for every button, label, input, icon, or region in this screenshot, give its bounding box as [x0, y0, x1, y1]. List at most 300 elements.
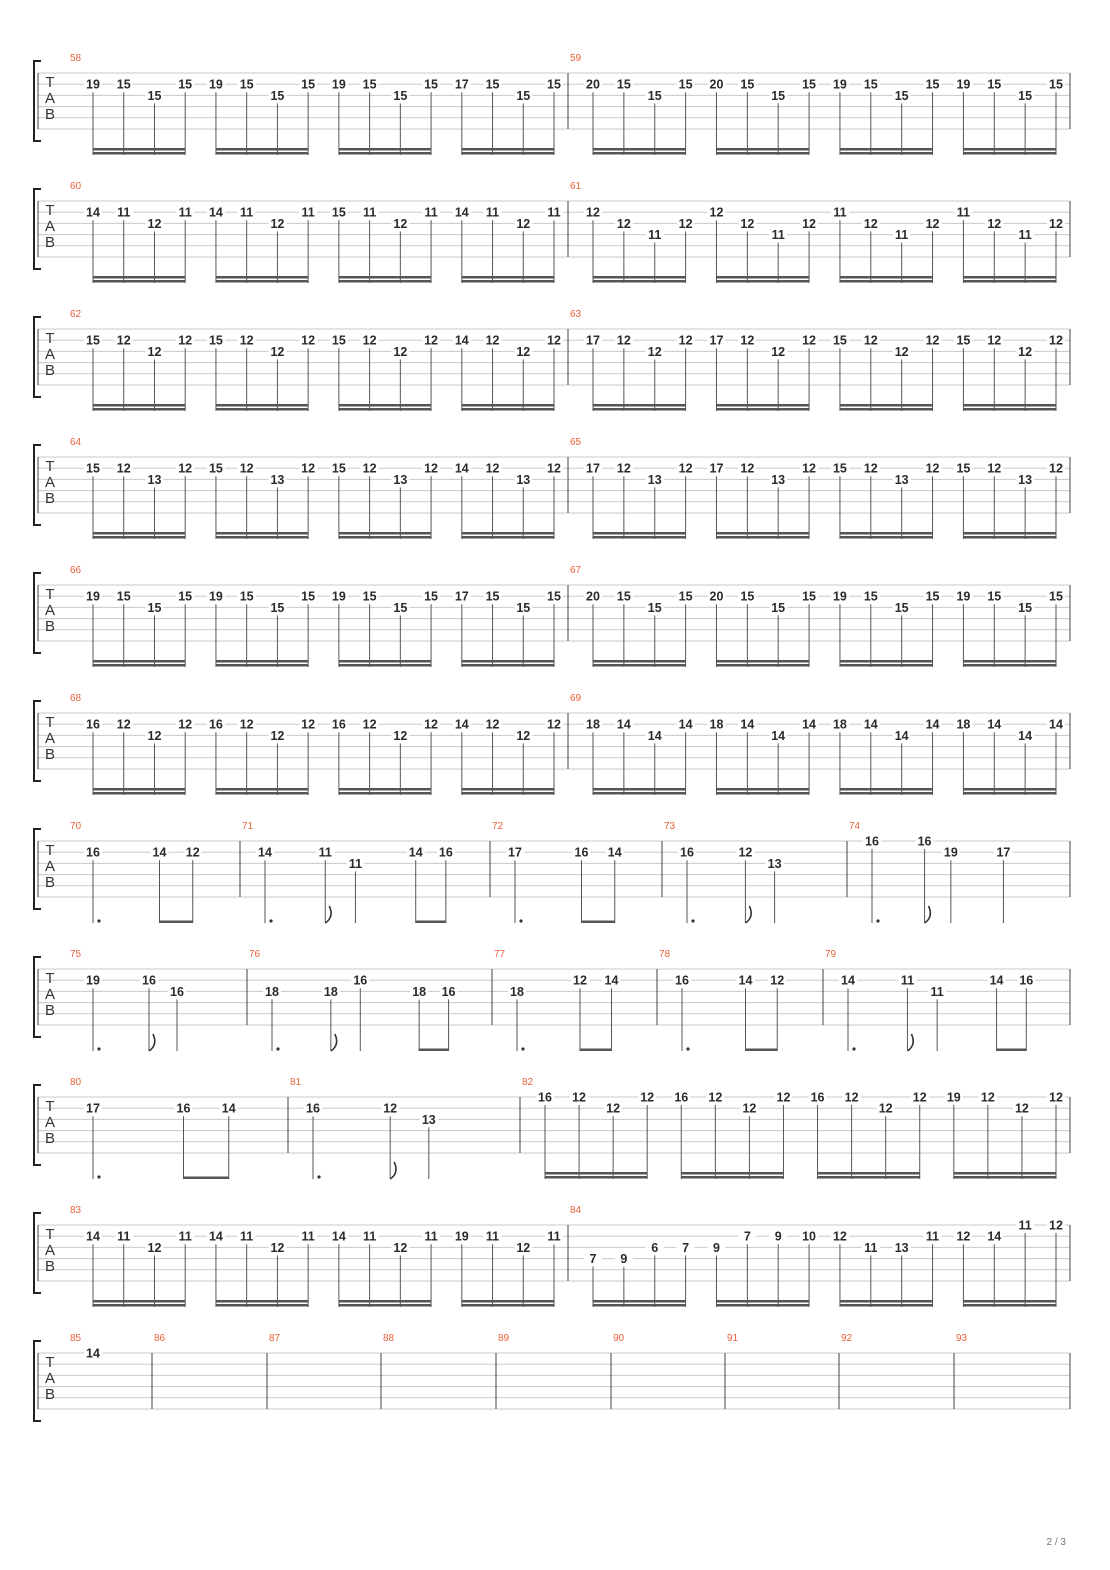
fret-number: 19 — [208, 589, 223, 604]
augmentation-dot — [519, 919, 522, 922]
measure-number: 75 — [70, 949, 82, 960]
fret-number: 15 — [956, 333, 971, 348]
eighth-flag — [745, 906, 751, 923]
beam — [840, 276, 933, 279]
beam — [93, 664, 185, 667]
fret-number: 16 — [441, 984, 456, 999]
fret-number: 19 — [331, 77, 346, 92]
tab-clef-letter: A — [44, 986, 56, 1003]
measure-number: 82 — [522, 1077, 534, 1088]
beam — [593, 152, 686, 155]
fret-number: 12 — [301, 333, 316, 348]
fret-number: 12 — [802, 461, 817, 476]
fret-number: 19 — [832, 589, 847, 604]
fret-number: 12 — [956, 1229, 971, 1244]
fret-number: 19 — [454, 1229, 469, 1244]
fret-number: 12 — [776, 1090, 791, 1105]
beam — [582, 921, 615, 924]
fret-number: 18 — [323, 984, 338, 999]
fret-number: 15 — [116, 589, 131, 604]
fret-number: 12 — [516, 1240, 531, 1255]
fret-number: 12 — [485, 717, 500, 732]
beam — [840, 1304, 933, 1307]
tab-clef-letter: A — [44, 474, 56, 491]
beam — [462, 788, 554, 791]
beam — [93, 152, 185, 155]
tab-clef-letter: T — [45, 1354, 55, 1371]
fret-number: 13 — [767, 856, 782, 871]
measure — [494, 949, 657, 1051]
beam — [593, 276, 686, 279]
beam — [593, 408, 686, 411]
measure — [492, 821, 662, 923]
fret-number: 12 — [616, 461, 631, 476]
fret-number: 15 — [516, 600, 531, 615]
fret-number: 11 — [925, 1229, 940, 1244]
fret-number: 12 — [616, 333, 631, 348]
beam — [462, 148, 554, 151]
tab-clef-letter: A — [44, 602, 56, 619]
fret-number: 15 — [424, 589, 439, 604]
beam — [963, 536, 1056, 539]
fret-number: 13 — [894, 1240, 909, 1255]
beam — [545, 1176, 647, 1179]
fret-number: 15 — [802, 77, 817, 92]
beam — [462, 1300, 554, 1303]
fret-number: 15 — [178, 77, 193, 92]
measure — [70, 821, 240, 923]
fret-number: 16 — [680, 845, 694, 860]
fret-number: 12 — [863, 216, 878, 231]
fret-number: 11 — [1018, 228, 1032, 243]
beam — [419, 1049, 448, 1052]
fret-number: 19 — [956, 589, 971, 604]
fret-number: 14 — [863, 717, 878, 732]
fret-number: 14 — [208, 205, 223, 220]
measure — [570, 565, 1070, 667]
beam — [216, 788, 308, 791]
fret-number: 15 — [147, 600, 162, 615]
beam — [840, 664, 933, 667]
fret-number: 15 — [208, 461, 223, 476]
augmentation-dot — [317, 1175, 320, 1178]
fret-number: 12 — [116, 717, 131, 732]
fret-number: 11 — [301, 1229, 315, 1244]
fret-number: 12 — [516, 216, 531, 231]
fret-number: 14 — [989, 973, 1004, 988]
measure — [70, 1077, 288, 1179]
augmentation-dot — [97, 919, 100, 922]
beam — [818, 1176, 920, 1179]
fret-number: 11 — [178, 205, 192, 220]
fret-number: 15 — [832, 333, 847, 348]
measure-number: 88 — [383, 1333, 395, 1344]
beam — [840, 660, 933, 663]
fret-number: 12 — [925, 333, 940, 348]
fret-number: 20 — [586, 77, 600, 92]
fret-number: 12 — [239, 461, 254, 476]
fret-number: 16 — [86, 717, 100, 732]
measure — [659, 949, 823, 1051]
beam — [462, 660, 554, 663]
eighth-flag — [149, 1034, 155, 1051]
measure — [249, 949, 492, 1051]
beam — [216, 404, 308, 407]
fret-number: 15 — [987, 77, 1002, 92]
fret-number: 14 — [86, 1346, 100, 1361]
fret-number: 11 — [485, 1229, 500, 1244]
fret-number: 17 — [709, 333, 724, 348]
beam — [339, 792, 431, 795]
eighth-flag — [390, 1162, 396, 1179]
beam — [216, 532, 308, 535]
fret-number: 12 — [393, 344, 408, 359]
beam — [339, 408, 431, 411]
fret-number: 9 — [774, 1229, 782, 1244]
measure — [522, 1077, 1070, 1179]
fret-number: 16 — [538, 1090, 552, 1105]
fret-number: 15 — [362, 77, 377, 92]
fret-number: 12 — [708, 1090, 723, 1105]
tab-clef-letter: B — [44, 490, 56, 507]
beam — [716, 152, 809, 155]
fret-number: 12 — [116, 461, 131, 476]
beam — [545, 1172, 647, 1175]
fret-number: 14 — [925, 717, 940, 732]
fret-number: 12 — [771, 344, 786, 359]
measure — [70, 53, 568, 155]
fret-number: 12 — [894, 344, 909, 359]
fret-number: 12 — [1049, 216, 1063, 231]
fret-number: 12 — [770, 973, 785, 988]
beam — [93, 660, 185, 663]
fret-number: 15 — [485, 77, 500, 92]
fret-number: 11 — [648, 228, 662, 243]
fret-number: 15 — [516, 88, 531, 103]
augmentation-dot — [691, 919, 694, 922]
beam — [462, 276, 554, 279]
fret-number: 19 — [943, 845, 958, 860]
tab-system — [34, 1077, 1070, 1179]
beam — [462, 152, 554, 155]
beam — [716, 660, 809, 663]
fret-number: 14 — [86, 205, 100, 220]
beam — [963, 792, 1056, 795]
fret-number: 12 — [547, 333, 561, 348]
fret-number: 12 — [1049, 461, 1063, 476]
beam — [216, 536, 308, 539]
beam — [963, 664, 1056, 667]
measure-number: 90 — [613, 1333, 625, 1344]
fret-number: 12 — [393, 1240, 408, 1255]
beam — [339, 1300, 431, 1303]
beam — [716, 280, 809, 283]
beam — [593, 536, 686, 539]
fret-number: 14 — [454, 717, 469, 732]
beam — [963, 788, 1056, 791]
beam — [840, 536, 933, 539]
measure — [570, 437, 1070, 539]
beam — [963, 148, 1056, 151]
tab-clef-letter: T — [45, 1226, 55, 1243]
fret-number: 12 — [573, 973, 587, 988]
augmentation-dot — [97, 1175, 100, 1178]
beam — [93, 408, 185, 411]
beam — [840, 1300, 933, 1303]
page-number: 2 / 3 — [1046, 1537, 1066, 1548]
measure-number: 85 — [70, 1333, 82, 1344]
tab-system — [34, 565, 1070, 667]
fret-number: 11 — [485, 205, 500, 220]
fret-number: 15 — [116, 77, 131, 92]
beam — [593, 1300, 686, 1303]
measure-number: 89 — [498, 1333, 510, 1344]
tab-clef-letter: B — [44, 874, 56, 891]
fret-number: 11 — [930, 984, 944, 999]
fret-number: 19 — [331, 589, 346, 604]
fret-number: 14 — [647, 728, 662, 743]
beam — [580, 1049, 612, 1052]
beam — [840, 532, 933, 535]
fret-number: 12 — [147, 216, 162, 231]
beam — [462, 404, 554, 407]
beam — [593, 280, 686, 283]
measure-number: 79 — [825, 949, 837, 960]
measure-number: 65 — [570, 437, 582, 448]
beam — [216, 664, 308, 667]
measure-number: 84 — [570, 1205, 582, 1216]
beam — [746, 1049, 778, 1052]
beam — [216, 276, 308, 279]
beam — [716, 148, 809, 151]
fret-number: 19 — [208, 77, 223, 92]
fret-number: 12 — [802, 216, 817, 231]
fret-number: 15 — [208, 333, 223, 348]
beam — [954, 1176, 1056, 1179]
fret-number: 15 — [1018, 600, 1033, 615]
fret-number: 15 — [894, 600, 909, 615]
fret-number: 17 — [508, 845, 522, 860]
fret-number: 11 — [362, 1229, 377, 1244]
fret-number: 11 — [864, 1240, 878, 1255]
fret-number: 15 — [270, 88, 285, 103]
fret-number: 16 — [170, 984, 184, 999]
beam — [840, 408, 933, 411]
fret-number: 19 — [86, 589, 100, 604]
beam — [963, 532, 1056, 535]
tab-clef-letter: A — [44, 346, 56, 363]
fret-number: 17 — [454, 77, 469, 92]
beam — [339, 664, 431, 667]
fret-number: 12 — [239, 717, 254, 732]
fret-number: 19 — [946, 1090, 961, 1105]
beam — [216, 152, 308, 155]
fret-number: 12 — [516, 344, 531, 359]
beam — [593, 1304, 686, 1307]
fret-number: 18 — [832, 717, 847, 732]
fret-number: 7 — [743, 1229, 751, 1244]
beam — [963, 1304, 1056, 1307]
measure-number: 61 — [570, 181, 582, 192]
fret-number: 15 — [863, 589, 878, 604]
beam — [339, 280, 431, 283]
beam — [216, 792, 308, 795]
measure-number: 80 — [70, 1077, 82, 1088]
tab-clef-letter: A — [44, 218, 56, 235]
eighth-flag — [907, 1034, 913, 1051]
beam — [840, 152, 933, 155]
fret-number: 13 — [771, 472, 786, 487]
beam — [339, 148, 431, 151]
measure — [242, 821, 490, 923]
beam — [716, 536, 809, 539]
fret-number: 11 — [301, 205, 315, 220]
fret-number: 15 — [331, 333, 346, 348]
fret-number: 11 — [318, 845, 332, 860]
fret-number: 15 — [301, 589, 316, 604]
fret-number: 15 — [239, 589, 254, 604]
fret-number: 14 — [841, 973, 855, 988]
fret-number: 12 — [863, 461, 878, 476]
fret-number: 12 — [987, 333, 1002, 348]
beam — [93, 532, 185, 535]
tab-clef-letter: A — [44, 1370, 56, 1387]
tab-clef-letter: T — [45, 1098, 55, 1115]
measure — [570, 693, 1070, 795]
fret-number: 15 — [301, 77, 316, 92]
fret-number: 14 — [678, 717, 693, 732]
fret-number: 14 — [1049, 717, 1063, 732]
fret-number: 12 — [1049, 1218, 1063, 1233]
tab-clef-letter: B — [44, 1002, 56, 1019]
fret-number: 17 — [86, 1101, 100, 1116]
fret-number: 12 — [863, 333, 878, 348]
measure-number: 71 — [242, 821, 254, 832]
beam — [716, 408, 809, 411]
fret-number: 12 — [878, 1101, 893, 1116]
fret-number: 15 — [740, 589, 755, 604]
fret-number: 15 — [1049, 589, 1063, 604]
beam — [716, 532, 809, 535]
fret-number: 17 — [586, 333, 600, 348]
beam — [954, 1172, 1056, 1175]
fret-number: 14 — [987, 717, 1002, 732]
tab-clef-letter: A — [44, 1242, 56, 1259]
beam — [593, 148, 686, 151]
fret-number: 16 — [810, 1090, 825, 1105]
measure-number: 67 — [570, 565, 582, 576]
tab-clef-letter: T — [45, 842, 55, 859]
fret-number: 15 — [740, 77, 755, 92]
fret-number: 13 — [894, 472, 909, 487]
fret-number: 15 — [424, 77, 439, 92]
fret-number: 12 — [678, 333, 693, 348]
beam — [963, 280, 1056, 283]
fret-number: 16 — [142, 973, 156, 988]
tab-system — [34, 693, 1070, 795]
beam — [93, 280, 185, 283]
fret-number: 15 — [678, 77, 693, 92]
beam — [840, 404, 933, 407]
fret-number: 12 — [424, 333, 439, 348]
measure-number: 63 — [570, 309, 582, 320]
fret-number: 12 — [547, 717, 561, 732]
fret-number: 12 — [270, 344, 285, 359]
fret-number: 14 — [152, 845, 167, 860]
fret-number: 12 — [301, 461, 316, 476]
beam — [93, 148, 185, 151]
fret-number: 13 — [516, 472, 531, 487]
measure — [70, 1205, 568, 1307]
measure-number: 58 — [70, 53, 82, 64]
fret-number: 13 — [421, 1112, 436, 1127]
fret-number: 15 — [547, 77, 561, 92]
fret-number: 12 — [586, 205, 600, 220]
augmentation-dot — [852, 1047, 855, 1050]
fret-number: 14 — [771, 728, 786, 743]
fret-number: 16 — [865, 834, 879, 849]
fret-number: 15 — [863, 77, 878, 92]
fret-number: 12 — [178, 333, 193, 348]
tab-system — [34, 309, 1070, 411]
measure-number: 92 — [841, 1333, 853, 1344]
fret-number: 11 — [895, 228, 909, 243]
fret-number: 15 — [832, 461, 847, 476]
fret-number: 16 — [306, 1101, 320, 1116]
fret-number: 14 — [86, 1229, 100, 1244]
fret-number: 12 — [1049, 333, 1063, 348]
fret-number: 14 — [454, 333, 469, 348]
fret-number: 12 — [740, 461, 755, 476]
fret-number: 14 — [740, 717, 755, 732]
fret-number: 12 — [912, 1090, 927, 1105]
measure-number: 91 — [727, 1333, 739, 1344]
measure-number: 76 — [249, 949, 261, 960]
fret-number: 16 — [917, 834, 932, 849]
beam — [963, 408, 1056, 411]
fret-number: 11 — [117, 1229, 131, 1244]
fret-number: 12 — [802, 333, 817, 348]
tab-clef-letter: B — [44, 362, 56, 379]
fret-number: 12 — [362, 333, 377, 348]
fret-number: 14 — [454, 461, 469, 476]
fret-number: 12 — [485, 333, 500, 348]
augmentation-dot — [97, 1047, 100, 1050]
beam — [840, 280, 933, 283]
fret-number: 20 — [586, 589, 600, 604]
fret-number: 12 — [393, 728, 408, 743]
measure-number: 68 — [70, 693, 82, 704]
measure-number: 62 — [70, 309, 82, 320]
measure-number: 78 — [659, 949, 671, 960]
tab-clef-letter: B — [44, 618, 56, 635]
beam — [339, 532, 431, 535]
beam — [716, 404, 809, 407]
fret-number: 16 — [438, 845, 453, 860]
fret-number: 15 — [647, 88, 662, 103]
fret-number: 11 — [362, 205, 377, 220]
tab-clef-letter: T — [45, 586, 55, 603]
tab-clef-letter: A — [44, 1114, 56, 1131]
beam — [216, 1300, 308, 1303]
fret-number: 15 — [86, 333, 100, 348]
fret-number: 11 — [178, 1229, 192, 1244]
fret-number: 15 — [547, 589, 561, 604]
fret-number: 15 — [1018, 88, 1033, 103]
fret-number: 12 — [301, 717, 316, 732]
beam — [593, 404, 686, 407]
fret-number: 14 — [258, 845, 272, 860]
